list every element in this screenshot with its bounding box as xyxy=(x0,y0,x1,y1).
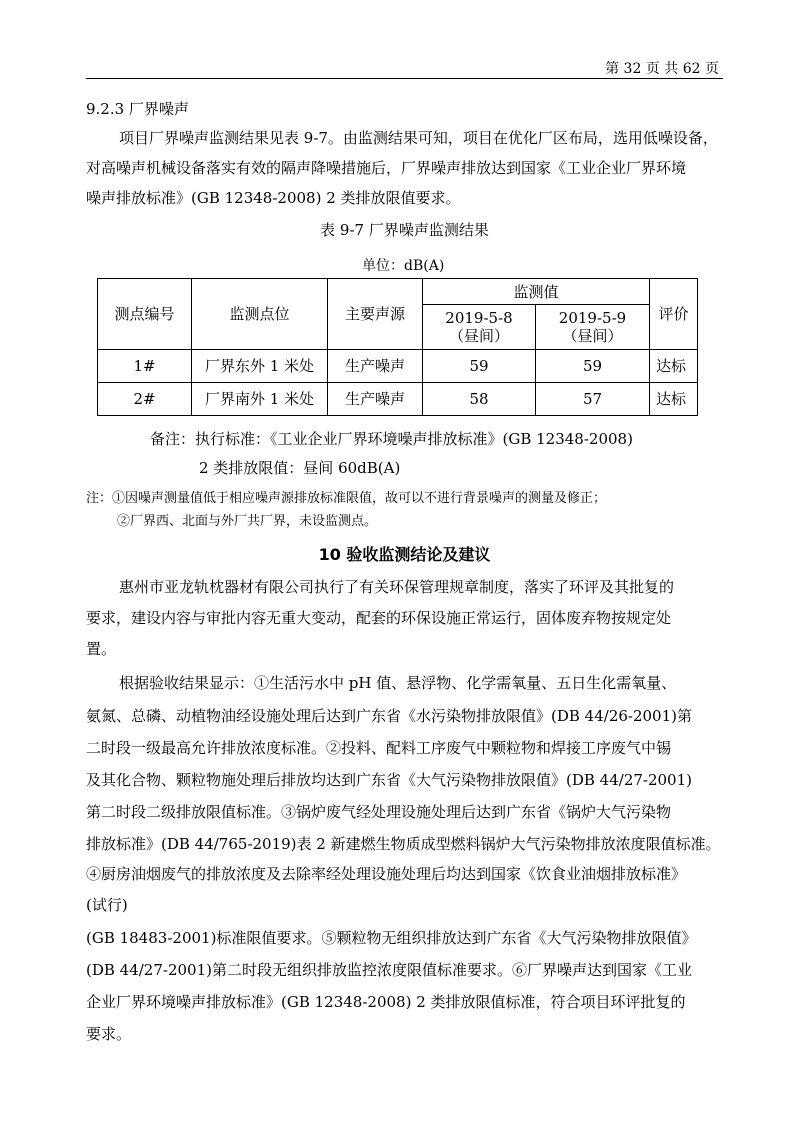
paragraph-line: 惠州市亚龙轨枕器材有限公司执行了有关环保管理规章制度，落实了环评及其批复的 xyxy=(119,578,675,596)
cell-location: 厂界东外 1 米处 xyxy=(192,350,328,383)
paragraph-line: (试行) xyxy=(86,896,128,914)
paragraph-line: 氨氮、总磷、动植物油经设施处理后达到广东省《水污染物排放限值》(DB 44/26-2001)第 xyxy=(86,707,692,725)
paragraph-line: 二时段一级最高允许排放浓度标准。②投料、配料工序废气中颗粒物和焊接工序废气中锡 xyxy=(86,739,672,757)
header-date-1-line1: 2019-5-8 xyxy=(445,309,513,327)
page-number-header: 第 32 页 共 62 页 xyxy=(605,61,719,77)
section-heading-9-2-3: 9.2.3 厂界噪声 xyxy=(86,100,189,118)
cell-value-2: 59 xyxy=(536,350,650,383)
table-caption: 表 9-7 厂界噪声监测结果 xyxy=(320,221,489,239)
paragraph-line: 要求，建设内容与审批内容无重大变动，配套的环保设施正常运行，固体废弃物按规定处 xyxy=(86,609,672,627)
header-date-1-line2: （昼间） xyxy=(448,327,509,345)
table-remark-limit: 2 类排放限值：昼间 60dB(A) xyxy=(199,459,401,477)
paragraph-line: ④厨房油烟废气的排放浓度及去除率经处理设施处理后均达到国家《饮食业油烟排放标准》 xyxy=(86,865,687,883)
cell-value-1: 59 xyxy=(423,350,536,383)
paragraph-line: 要求。 xyxy=(86,1025,132,1043)
table-row xyxy=(98,383,698,416)
table-row xyxy=(98,350,698,383)
header-value-group: 监测值 xyxy=(423,279,650,305)
table-note: ②厂界西、北面与外厂共厂界，未设监测点。 xyxy=(117,514,378,529)
table-remark: 备注：执行标准：《工业企业厂界环境噪声排放标准》(GB 12348-2008) xyxy=(150,430,633,448)
cell-value-2: 57 xyxy=(536,383,650,416)
paragraph-line: 对高噪声机械设备落实有效的隔声降噪措施后，厂界噪声排放达到国家《工业企业厂界环境 xyxy=(86,159,687,177)
section-title-10: 10 验收监测结论及建议 xyxy=(318,545,491,564)
header-date-2-line1: 2019-5-9 xyxy=(558,309,627,327)
table-note: 注：①因噪声测量值低于相应噪声源排放标准限值，故可以不进行背景噪声的测量及修正； xyxy=(86,491,607,506)
header-date-2 xyxy=(536,305,650,350)
cell-point-no: 2# xyxy=(98,383,192,416)
header-date-1 xyxy=(423,305,536,350)
header-point-no: 测点编号 xyxy=(98,279,192,350)
paragraph-line: 噪声排放标准》(GB 12348-2008) 2 类排放限值要求。 xyxy=(86,189,461,207)
header-source: 主要声源 xyxy=(328,279,423,350)
header-date-2-line2: （昼间） xyxy=(562,327,623,345)
cell-location: 厂界南外 1 米处 xyxy=(192,383,328,416)
paragraph-line: (GB 18483-2001)标准限值要求。⑤颗粒物无组织排放达到广东省《大气污染物排放限值》 xyxy=(86,929,697,947)
paragraph-line: 第二时段二级排放限值标准。③锅炉废气经处理设施处理后达到广东省《锅炉大气污染物 xyxy=(86,803,672,821)
paragraph-line: 置。 xyxy=(86,640,117,658)
table-unit: 单位：dB(A) xyxy=(362,258,445,274)
header-evaluation: 评价 xyxy=(650,279,698,350)
paragraph-line: 及其化合物、颗粒物施处理后排放均达到广东省《大气污染物排放限值》(DB 44/27-2001) xyxy=(86,771,692,789)
paragraph-line: 项目厂界噪声监测结果见表 9-7。由监测结果可知，项目在优化厂区布局，选用低噪设备， xyxy=(119,129,718,147)
cell-source: 生产噪声 xyxy=(328,383,423,416)
cell-evaluation: 达标 xyxy=(650,383,698,416)
cell-point-no: 1# xyxy=(98,350,192,383)
paragraph-line: (DB 44/27-2001)第二时段无组织排放监控浓度限值标准要求。⑥厂界噪声达到国家《工业 xyxy=(86,961,692,979)
cell-value-1: 58 xyxy=(423,383,536,416)
paragraph-line: 根据验收结果显示：①生活污水中 pH 值、悬浮物、化学需氧量、五日生化需氧量、 xyxy=(119,674,677,692)
noise-results-table xyxy=(97,278,698,416)
paragraph-line: 排放标准》(DB 44/765-2019)表 2 新建燃生物质成型燃料锅炉大气污染物排放浓度限值标准。 xyxy=(86,835,721,853)
paragraph-line: 企业厂界环境噪声排放标准》(GB 12348-2008) 2 类排放限值标准，符合项目环评批复的 xyxy=(86,993,686,1011)
header-rule xyxy=(86,78,723,79)
cell-source: 生产噪声 xyxy=(328,350,423,383)
cell-evaluation: 达标 xyxy=(650,350,698,383)
header-location: 监测点位 xyxy=(192,279,328,350)
